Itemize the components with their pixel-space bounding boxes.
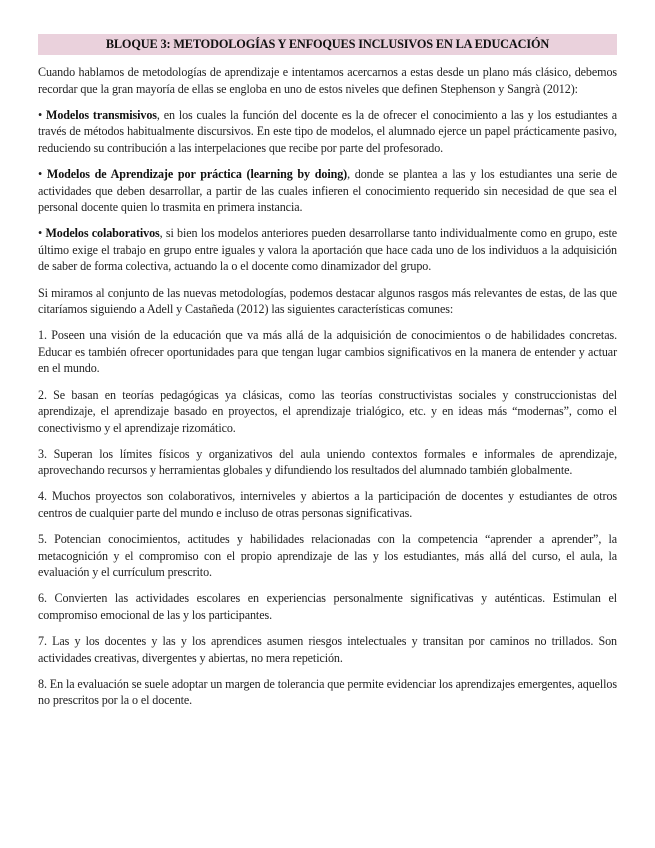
- bullet: •: [38, 166, 43, 181]
- model-description: , donde se plantea a las y los estudiantes una serie de actividades que deben desarrollar, a partir de las cuales infieren el conocimiento requerido sin necesidad de que sea el personal docente quien lo trasmita en primera instancia.: [38, 166, 617, 215]
- bullet: •: [38, 226, 43, 241]
- intro-paragraph: Cuando hablamos de metodologías de aprendizaje e intentamos acercarnos a estas desde un plano más clásico, debemos recordar que la gran mayoría de ellas se engloba en uno de estos niveles que definen Stephenson y Sangrà (2012):: [38, 65, 617, 96]
- model-practica-paragraph: [38, 166, 617, 216]
- model-transmisivos-paragraph: [38, 107, 617, 157]
- feature-item-1: 1. Poseen una visión de la educación que va más allá de la adquisición de conocimientos o de habilidades concretas. Educar es también ofrecer oportunidades para que tengan lugar cambios significativos en la manera de entender y actuar en el mundo.: [38, 328, 617, 376]
- bullet: •: [38, 107, 43, 122]
- model-colaborativos-paragraph: [38, 225, 617, 275]
- feature-item-4: 4. Muchos proyectos son colaborativos, interniveles y abiertos a la participación de docentes y estudiantes de otros centros de cualquier parte del mundo e incluso de otras personas significativas.: [38, 489, 617, 521]
- model-term: Modelos colaborativos: [45, 226, 160, 241]
- section-title: BLOQUE 3: METODOLOGÍAS Y ENFOQUES INCLUSIVOS EN LA EDUCACIÓN: [38, 34, 617, 55]
- feature-item-3: 3. Superan los límites físicos y organizativos del aula uniendo contextos formales e informales de aprendizaje, aprovechando recursos y herramientas globales y difundiendo los resultados del alumnado también globalmente.: [38, 446, 617, 478]
- model-description: , en los cuales la función del docente es la de ofrecer el conocimiento a las y los estudiantes a través de métodos habitualmente discursivos. En este tipo de modelos, el alumnado ejerce un papel prácticamente pasivo, reduciendo su contribución a las interpelaciones que recibe por parte del profesorado.: [38, 107, 617, 155]
- feature-item-7: 7. Las y los docentes y las y los aprendices asumen riesgos intelectuales y transitan por caminos no trillados. Son actividades creativas, divergentes y abiertas, no mera repetición.: [38, 634, 617, 665]
- transition-paragraph: Si miramos al conjunto de las nuevas metodologías, podemos destacar algunos rasgos más relevantes de estas, de las que citaríamos siguiendo a Adell y Castañeda (2012) las siguientes características comunes:: [38, 285, 617, 317]
- model-description: , si bien los modelos anteriores pueden desarrollarse tanto individualmente como en grupo, este último exige el trabajo en grupo entre iguales y valora la aportación que hace cada uno de los individuos a la adquisición de saber de forma colectiva, actuando la o el docente como dinamizador del grupo.: [38, 226, 617, 274]
- feature-item-5: 5. Potencian conocimientos, actitudes y habilidades relacionadas con la competencia “aprender a aprender”, la metacognición y el compromiso con el propio aprendizaje de las y los estudiantes, más allá del curso, el aula, la evaluación y el currículum prescrito.: [38, 532, 617, 580]
- model-term: Modelos de Aprendizaje por práctica (learning by doing): [46, 166, 348, 181]
- feature-item-2: 2. Se basan en teorías pedagógicas ya clásicas, como las teorías constructivistas sociales y construccionistas del aprendizaje, el aprendizaje basado en proyectos, el aprendizaje trialógico, etc. y en ideas más “modernas”, como el conectivismo y el aprendizaje rizomático.: [38, 387, 617, 435]
- model-term: Modelos transmisivos: [46, 107, 157, 122]
- feature-item-6: 6. Convierten las actividades escolares en experiencias personalmente significativas y auténticas. Estimulan el compromiso emocional de las y los participantes.: [38, 591, 617, 623]
- feature-item-8: 8. En la evaluación se suele adoptar un margen de tolerancia que permite evidenciar los aprendizajes emergentes, aquellos no prescritos por la o el docente.: [38, 676, 617, 708]
